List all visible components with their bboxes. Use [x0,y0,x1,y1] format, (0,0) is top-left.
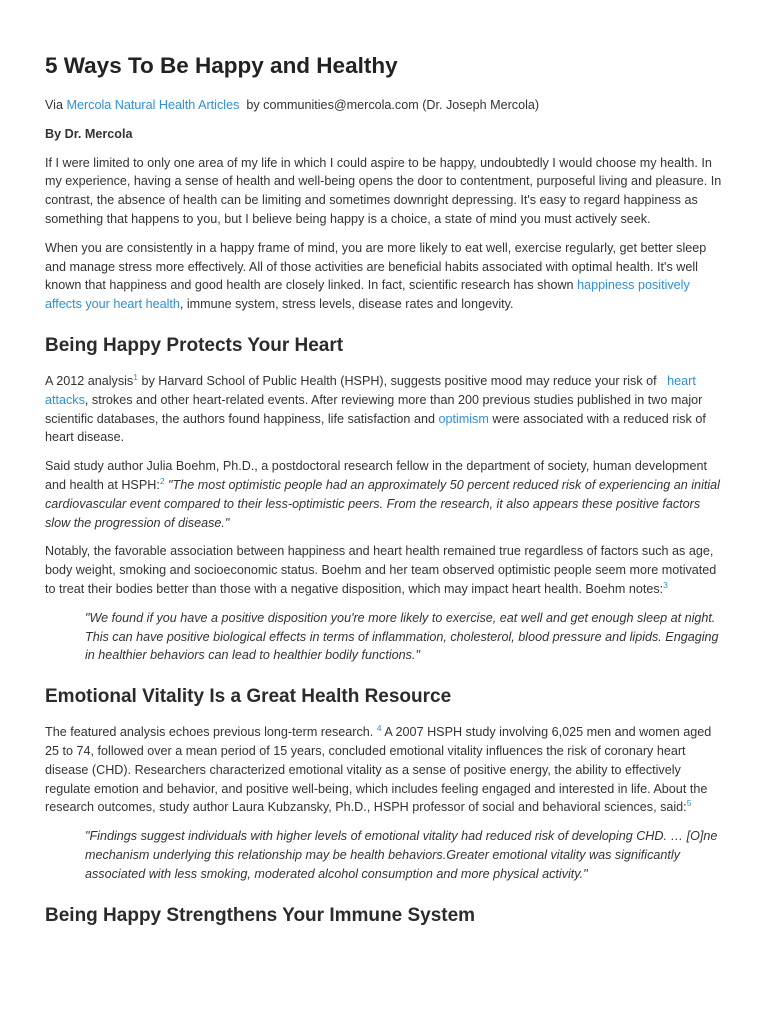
section-heading-immune: Being Happy Strengthens Your Immune System [45,904,476,926]
byline: By Dr. Mercola [45,126,133,141]
article-title: 5 Ways To Be Happy and Healthy [45,53,398,78]
footnote-link-5[interactable]: 5 [686,798,692,809]
happiness-heart-health-link[interactable]: happiness positively affects your heart health [45,278,690,312]
footnote-ref-3[interactable] [663,580,668,590]
boehm-quote: "The most optimistic people had an approximately 50 percent reduced risk of experiencing an initial cardiovascular event compared to their less-optimistic peers. From the research, it also appears these positive factors slow the progression of disease." [45,477,720,530]
optimism-link[interactable]: optimism [438,411,489,426]
footnote-link-3[interactable]: 3 [663,579,668,590]
heart-p1-text-c: , strokes and other heart-related events. After reviewing more than 200 previous studies published in two major scientific databases, the authors found happiness, life satisfaction and [45,392,703,426]
heart-paragraph-3 [45,542,728,598]
footnote-link-4[interactable]: 4 [376,722,382,733]
via-prefix: Via [45,98,63,112]
via-line [45,96,728,115]
vitality-paragraph-1 [45,723,728,817]
vitality-p1-text-a: The featured analysis echoes previous long-term research. [45,725,377,740]
intro-p2-text-a: When you are consistently in a happy frame of mind, you are more likely to eat well, exercise regularly, get better sleep and manage stress more effectively. All of those activities are beneficial habits associated with optimal health. It's well known that happiness and good health are closely linked. In fact, scientific research has shown [45,240,707,293]
intro-paragraph-2 [45,239,728,314]
heart-paragraph-2 [45,457,728,532]
kubzansky-blockquote: "Findings suggest individuals with higher levels of emotional vitality had reduced risk of developing CHD. … [O]ne mechanism underlying this relationship may be health behaviors.Greater emotional vitality was significantly associated with less smoking, moderated alcohol consumption and more physical activity." [85,829,718,881]
vitality-p1-text-b: A 2007 HSPH study involving 6,025 men and women aged 25 to 74, followed over a mean period of 15 years, concluded emotional vitality influences the risk of coronary heart disease (CHD). Researchers characterized emotional vitality as a sense of positive energy, the ability to effectively regulate emotion and behavior, and positive well-being, which includes feeling engaged and interested in life. About the research outcomes, study author Laura Kubzansky, Ph.D., HSPH professor of social and behavioral sciences, said: [45,725,712,815]
heart-p1-text-d: were associated with a reduced risk of heart disease. [45,411,706,445]
section-heading-heart: Being Happy Protects Your Heart [45,334,344,356]
heart-paragraph-1 [45,372,728,447]
footnote-link-2[interactable]: 2 [159,475,165,486]
source-link[interactable]: Mercola Natural Health Articles [66,98,240,112]
heart-p1-text-b: by Harvard School of Public Health (HSPH), suggests positive mood may reduce your risk of [137,373,661,388]
footnote-ref-5[interactable] [687,798,692,808]
intro-p2-text-b: , immune system, stress levels, disease rates and longevity. [179,297,514,312]
section-heading-vitality: Emotional Vitality Is a Great Health Resource [45,686,452,708]
heart-p2-text-a: Said study author Julia Boehm, Ph.D., a postdoctoral research fellow in the department of society, human development and health at HSPH: [45,459,708,492]
via-author: by communities@mercola.com (Dr. Joseph Mercola) [246,98,540,112]
heart-p3-text-a: Notably, the favorable association between happiness and heart health remained true regardless of factors such as age, body weight, smoking and socioeconomic status. Boehm and her team observed optimistic people seem more motivated to treat their bodies better than those with a negative disposition, which may impact heart health. Boehm notes: [45,544,717,596]
intro-paragraph-1: If I were limited to only one area of my life in which I could aspire to be happy, undoubtedly I would choose my health. In my experience, having a sense of health and well-being opens the door to contentment, purposeful living and pleasure. In contrast, the absence of health can be limiting and sometimes downright depressing. It's easy to regard happiness as something that happens to you, but I believe being happy is a choice, a state of mind you must actively seek. [45,155,722,226]
heart-p1-text-a: A 2012 analysis [45,373,134,388]
footnote-link-1[interactable]: 1 [133,371,138,382]
heart-attacks-link[interactable]: heart attacks [45,373,696,407]
boehm-blockquote: "We found if you have a positive disposition you're more likely to exercise, eat well and get enough sleep at night. This can have positive biological effects in terms of inflammation, cholesterol, blood pressure and lipids. Engaging in healthier behaviors can lead to healthier bodily functions." [85,610,719,663]
